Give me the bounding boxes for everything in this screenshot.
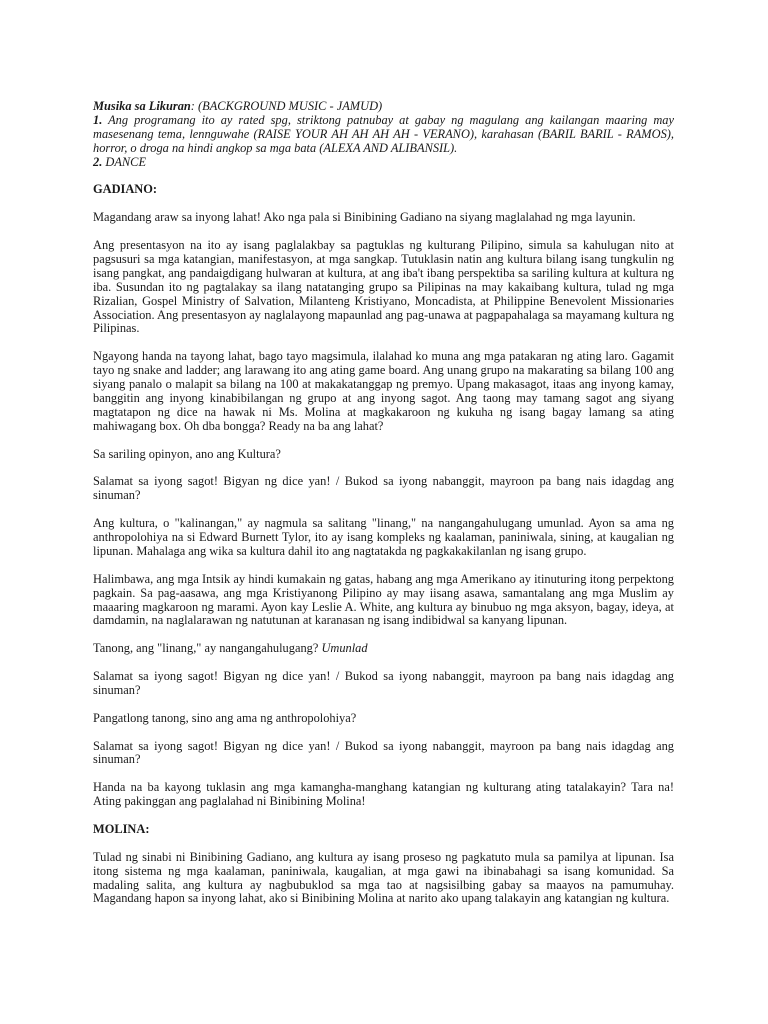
document-page [93,100,674,920]
speaker-heading-gadiano: GADIANO: [93,182,158,197]
paragraph-culture-definition: Ang kultura, o "kalinangan," ay nagmula sa salitang "linang," na nangangahulugang umunlad. Ayon sa ama ng anthropolohiya na si Edward Burnett Tylor, ito ay isang kompleks ng kaalaman, paniniwala, sining, at kaugalian ng lipunan. Mahalaga ang wika sa kultura dahil ito ang nagtatakda ng pagkakakilanlan ng isang grupo. [93,516,674,558]
paragraph-presentation-overview: Ang presentasyon na ito ay isang paglalakbay sa pagtuklas ng kulturang Pilipino, simula sa kahulugan nito at pagsusuri sa mga katangian, manifestasyon, at mga sangkap. Tutuklasin natin ang kultura bilang isang tungkulin ng isang pangkat, ang pandaigdigang hulwaran at kultura, at ang iba't ibang perspektiba sa sariling kultura at kultura ng iba. Susundan ito ng pagtalakay sa ilang natatanging grupo sa Pilipinas na may kakaibang kultura, tulad ng mga Rizalian, Gospel Ministry of Salvation, Milanteng Kristiyano, Moncadista, at Philippine Benevolent Missionaries Association. Ang presentasyon ay naglalayong mapaunlad ang pag-unawa at pagpapahalaga sa mayamang kultura ng Pilipinas. [93,238,674,336]
paragraph-molina-intro: Tulad ng sinabi ni Binibining Gadiano, ang kultura ay isang proseso ng pagkatuto mula sa pamilya at lipunan. Isa itong sistema ng mga kaalaman, paniniwala, kaugalian, at mga gawi na ibinabahagi sa isang komunidad. Sa madaling salita, ang kultura ay nagbubuklod sa mga tao at nagsisilbing gabay sa maayos na pamumuhay. Magandang hapon sa inyong lahat, ako si Binibining Molina at narito ako upang talakayin ang katangian ng kultura. [93,849,674,906]
question-2-text: Tanong, ang "linang," ay nangangahulugang? [93,641,322,656]
music-value: (BACKGROUND MUSIC - JAMUD) [194,99,383,113]
paragraph-game-rules: Ngayong handa na tayong lahat, bago tayo magsimula, ilalahad ko muna ang mga patakaran ng ating laro. Gagamit tayo ng snake and ladder; ang larawang ito ang ating game board. Ang unang grupo na makarating sa bilang 100 ang siyang panalo o malapit sa bilang na 100 at makakatanggap ng premyo. Upang makasagot, itaas ang inyong kamay, banggitin ang inyong kinabibilangan ng grupo at ang inyong sagot. Ang taong may tamang sagot ang siyang magtatapon ng dice na hawak ni Ms. Molina at magkakaroon ng kukuha ng isang bagay lamang sa ating mahiwagang box. Oh dba bongga? Ready na ba ang lahat? [93,349,674,433]
paragraph-question-1: Sa sariling opinyon, ano ang Kultura? [93,446,281,461]
music-separator: : [190,99,195,113]
intro-block [93,100,674,170]
paragraph-transition: Handa na ba kayong tuklasin ang mga kamangha-manghang katangian ng kulturang ating tatalakayin? Tara na! Ating pakinggan ang paglalahad ni Binibining Molina! [93,780,674,809]
dance-item-text: DANCE [102,154,147,169]
speaker-heading-molina: MOLINA: [93,821,150,836]
paragraph-question-2 [93,642,674,656]
music-line [93,100,674,114]
paragraph-question-3: Pangatlong tanong, sino ang ama ng anthropolohiya? [93,710,357,725]
music-label: Musika sa Likuran [93,99,191,113]
paragraph-response-2: Salamat sa iyong sagot! Bigyan ng dice yan! / Bukod sa iyong nabanggit, mayroon pa bang nais idagdag ang sinuman? [93,669,674,697]
rating-item-text: Ang programang ito ay rated spg, striktong patnubay at gabay ng magulang ang kailangan maaring may masesenang tema, lennguwahe (RAISE YOUR AH AH AH AH - VERANO), karahasan (BARIL BARIL - RAMOS), horror, o droga na hindi angkop sa mga bata (ALEXA AND ALIBANSIL). [93,112,674,155]
paragraph-response-3: Salamat sa iyong sagot! Bigyan ng dice yan! / Bukod sa iyong nabanggit, mayroon pa bang nais idagdag ang sinuman? [93,738,674,767]
question-2-answer: Umunlad [321,641,368,656]
paragraph-culture-examples: Halimbawa, ang mga Intsik ay hindi kumakain ng gatas, habang ang mga Amerikano ay itinuturing itong perpektong pagkain. Sa pag-aasawa, ang mga Kristiyanong Pilipino ay may iisang asawa, samantalang ang mga Muslim ay maaaring magkaroon ng marami. Ayon kay Leslie A. White, ang kultura ay binubuo ng mga aksyon, bagay, ideya, at damdamin, na naglalarawan ng natutunan at karanasan ng isang indibidwal sa kanyang lipunan. [93,571,674,628]
paragraph-response-1: Salamat sa iyong sagot! Bigyan ng dice yan! / Bukod sa iyong nabanggit, mayroon pa bang nais idagdag ang sinuman? [93,474,674,503]
rating-item [93,114,674,156]
paragraph-greeting: Magandang araw sa inyong lahat! Ako nga pala si Binibining Gadiano na siyang maglalahad ng mga layunin. [93,210,636,225]
rating-item-number: 1. [93,112,103,127]
dance-item [93,156,674,170]
dance-item-number: 2. [93,154,103,169]
